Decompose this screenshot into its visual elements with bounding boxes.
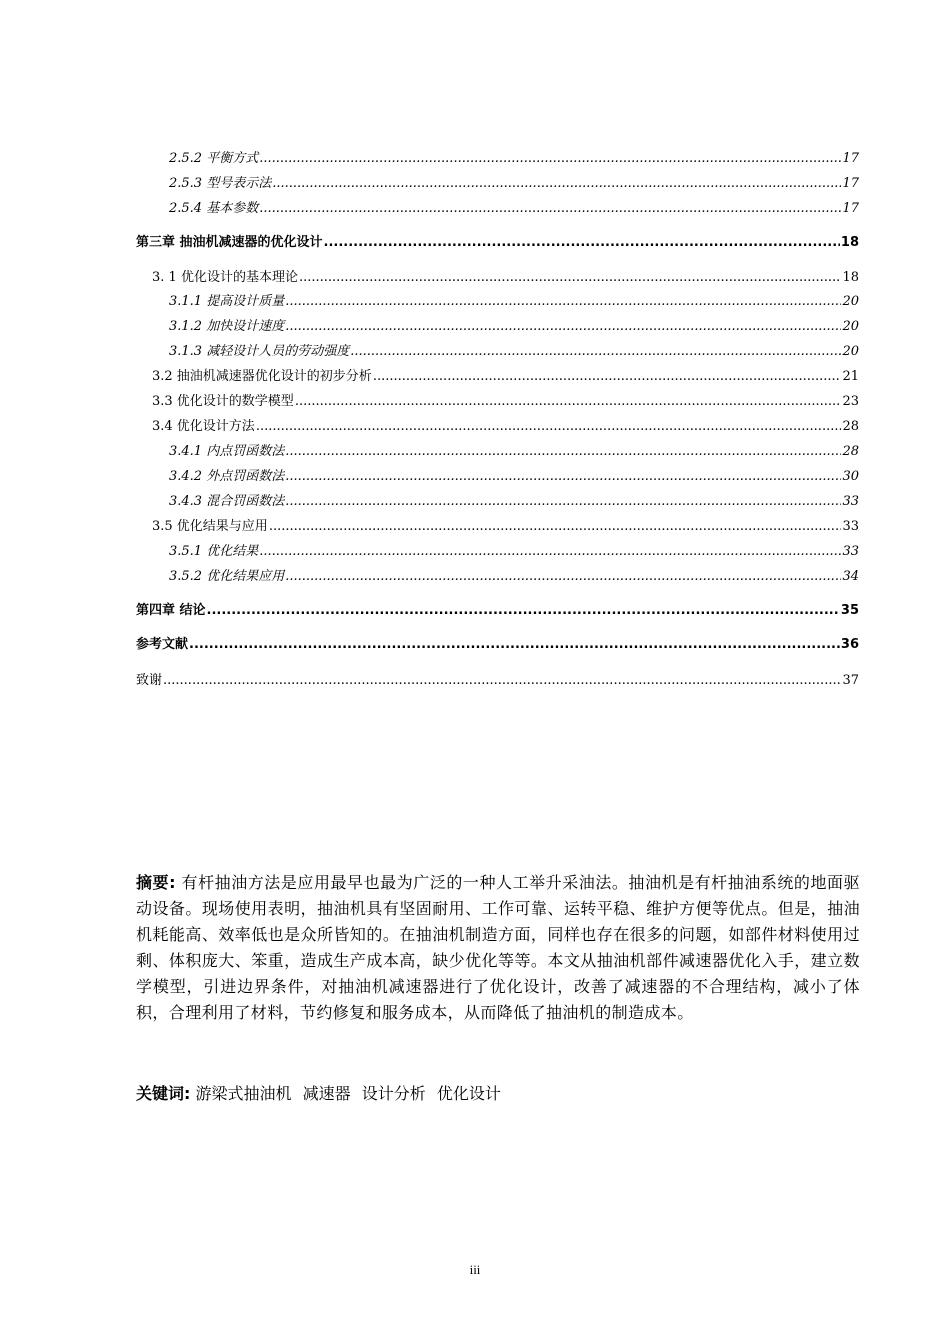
toc-entry-label: 3.3 优化设计的数学模型 — [152, 394, 294, 409]
toc-entry-label: 第三章 抽油机减速器的优化设计 — [136, 235, 323, 250]
page-number: iii — [469, 1262, 481, 1277]
toc-entry[interactable] — [152, 270, 859, 286]
toc-entry[interactable] — [136, 673, 859, 689]
toc-entry-page: 20 — [842, 294, 859, 309]
keywords-line — [136, 1081, 860, 1107]
keyword: 优化设计 — [436, 1084, 501, 1103]
toc-entry[interactable] — [169, 469, 859, 485]
keyword: 设计分析 — [361, 1084, 426, 1103]
toc-entry-label: 3.5.2 优化结果应用 — [169, 569, 285, 584]
abstract-paragraph — [136, 870, 860, 1026]
toc-chapter-entry[interactable] — [136, 637, 859, 653]
toc-entry[interactable] — [169, 569, 859, 585]
toc-entry-page: 20 — [842, 344, 859, 359]
keyword: 游梁式抽油机 — [195, 1084, 292, 1103]
toc-entry-page: 21 — [842, 369, 859, 384]
abstract-heading: 摘要: — [136, 873, 176, 892]
toc-entry[interactable] — [169, 444, 859, 460]
toc-entry-label: 3.4.3 混合罚函数法 — [169, 494, 285, 509]
toc-entry-page: 36 — [840, 637, 859, 652]
toc-entry-page: 23 — [842, 394, 859, 409]
toc-entry-page: 18 — [840, 235, 859, 250]
toc-entry[interactable] — [169, 151, 859, 167]
toc-entry-page: 30 — [842, 469, 859, 484]
toc-entry[interactable] — [152, 519, 859, 535]
toc-entry-page: 17 — [842, 201, 859, 216]
toc-chapter-entry[interactable] — [136, 603, 859, 619]
toc-entry-label: 3.2 抽油机减速器优化设计的初步分析 — [152, 369, 372, 384]
toc-entry-page: 37 — [842, 673, 859, 688]
toc-entry-page: 33 — [842, 494, 859, 509]
toc-entry-page: 28 — [842, 444, 859, 459]
toc-entry-page: 28 — [842, 419, 859, 434]
toc-entry[interactable] — [169, 294, 859, 310]
toc-entry-label: 第四章 结论 — [136, 603, 206, 618]
toc-entry[interactable] — [169, 544, 859, 560]
toc-entry[interactable] — [169, 201, 859, 217]
toc-entry-label: 3.1.3 减轻设计人员的劳动强度 — [169, 344, 350, 359]
toc-chapter-entry[interactable] — [136, 235, 859, 251]
toc-entry-page: 33 — [842, 519, 859, 534]
toc-entry-label: 3.1.2 加快设计速度 — [169, 319, 285, 334]
toc-entry-label: 参考文献 — [136, 637, 189, 652]
toc-entry-label: 2.5.2 平衡方式 — [169, 151, 259, 166]
keyword: 减速器 — [302, 1084, 351, 1103]
toc-entry-label: 致谢 — [136, 673, 163, 688]
toc-entry-label: 3.4.1 内点罚函数法 — [169, 444, 285, 459]
toc-entry[interactable] — [152, 394, 859, 410]
toc-entry-page: 33 — [842, 544, 859, 559]
toc-entry-page: 17 — [842, 176, 859, 191]
toc-entry[interactable] — [169, 319, 859, 335]
toc-entry-page: 34 — [842, 569, 859, 584]
toc-entry[interactable] — [152, 369, 859, 385]
toc-entry[interactable] — [169, 176, 859, 192]
toc-entry-label: 3.4.2 外点罚函数法 — [169, 469, 285, 484]
toc-entry-page: 18 — [842, 270, 859, 285]
toc-entry-label: 3.5.1 优化结果 — [169, 544, 259, 559]
toc-entry-label: 3.4 优化设计方法 — [152, 419, 255, 434]
toc-entry-page: 17 — [842, 151, 859, 166]
toc-entry[interactable] — [152, 419, 859, 435]
keywords-heading: 关键词: — [136, 1084, 191, 1103]
abstract-text: 有杆抽油方法是应用最早也最为广泛的一种人工举升采油法。抽油机是有杆抽油系统的地面驱动设备。现场使用表明，抽油机具有坚固耐用、工作可靠、运转平稳、维护方便等优点。但是，抽油机耗能高、效率低也是众所皆知的。在抽油机制造方面，同样也存在很多的问题，如部件材料使用过剩、体积庞大、笨重，造成生产成本高，缺少优化等等。本文从抽油机部件减速器优化入手，建立数学模型，引进边界条件，对抽油机减速器进行了优化设计，改善了减速器的不合理结构，减小了体积，合理利用了材料，节约修复和服务成本，从而降低了抽油机的制造成本。 — [136, 873, 860, 1022]
toc-entry-page: 20 — [842, 319, 859, 334]
toc-entry-label: 3.5 优化结果与应用 — [152, 519, 268, 534]
toc-entry-label: 3. 1 优化设计的基本理论 — [152, 270, 298, 285]
toc-entry-label: 2.5.3 型号表示法 — [169, 176, 272, 191]
toc-entry-label: 2.5.4 基本参数 — [169, 201, 259, 216]
toc-entry[interactable] — [169, 344, 859, 360]
toc-entry-label: 3.1.1 提高设计质量 — [169, 294, 285, 309]
toc-entry-page: 35 — [840, 603, 859, 618]
toc-entry[interactable] — [169, 494, 859, 510]
